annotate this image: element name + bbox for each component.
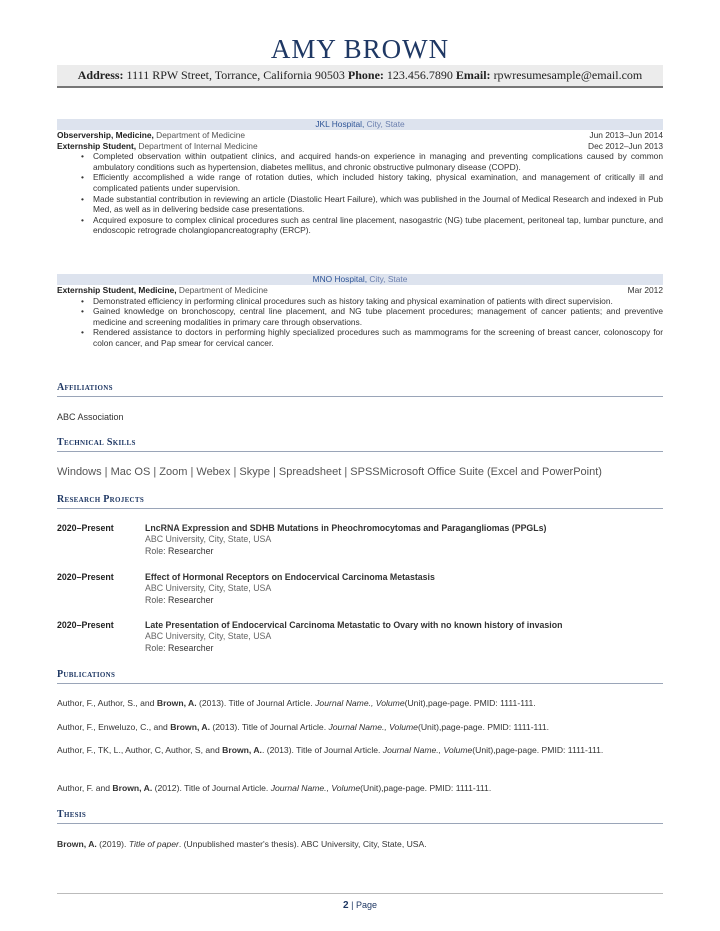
section-heading-publications: Publications bbox=[57, 669, 663, 684]
project-institution: ABC University, City, State, USA bbox=[145, 631, 272, 642]
hospital-heading bbox=[57, 119, 663, 130]
page-number: 2 bbox=[343, 900, 349, 911]
publication-item: Author, F., Author, S., and Brown, A. (2013). Title of Journal Article. Journal Name., Volume(Unit),page-page. PMID: 1111-111. bbox=[57, 698, 536, 708]
duty-item: • Gained knowledge on bronchoscopy, central line placement, and NG tube placement procedures; management of cancer patients; and preventive medicine and screening modalities in primary care through observations. bbox=[93, 306, 663, 327]
project-years: 2020–Present bbox=[57, 523, 114, 533]
hospital-location: City, State bbox=[366, 119, 405, 129]
project-title: LncRNA Expression and SDHB Mutations in Pheochromocytomas and Paragangliomas (PPGLs) bbox=[145, 523, 547, 533]
address-label: Address: bbox=[77, 68, 124, 82]
project-item bbox=[57, 620, 663, 654]
project-title: Effect of Hormonal Receptors on Endocervical Carcinoma Metastasis bbox=[145, 572, 435, 582]
hospital-location: City, State bbox=[369, 274, 408, 284]
project-institution: ABC University, City, State, USA bbox=[145, 534, 272, 545]
thesis-item: Brown, A. (2019). Title of paper. (Unpublished master's thesis). ABC University, City, State, USA. bbox=[57, 839, 427, 849]
skills-list: Windows | Mac OS | Zoom | Webex | Skype | Spreadsheet | SPSSMicrosoft Office Suite (Excel and PowerPoint) bbox=[57, 466, 602, 478]
section-heading-affiliations: Affiliations bbox=[57, 382, 663, 397]
section-heading-thesis: Thesis bbox=[57, 809, 663, 824]
role-dates: Jun 2013–Jun 2014 bbox=[589, 130, 663, 140]
role-line bbox=[57, 141, 663, 152]
role-title: Externship Student, Medicine, bbox=[57, 285, 177, 295]
project-role: Role: Researcher bbox=[145, 642, 214, 653]
role-dept: Department of Medicine bbox=[178, 285, 268, 295]
duty-list bbox=[57, 296, 663, 349]
role-line bbox=[57, 285, 663, 296]
address: 1111 RPW Street, Torrance, California 90503 bbox=[126, 68, 345, 82]
hospital-heading bbox=[57, 274, 663, 285]
project-years: 2020–Present bbox=[57, 572, 114, 582]
duty-item: • Completed observation within outpatient clinics, and acquired hands-on experience in managing and preventing complications caused by common ambulatory conditions such as hypertension, diabetes mellitus, and chronic obstructive pulmonary disease (COPD). bbox=[93, 151, 663, 172]
candidate-name: AMY BROWN bbox=[270, 34, 450, 64]
page-footer: 2 | Page bbox=[57, 893, 663, 911]
duty-item: • Efficiently accomplished a wide range of rotation duties, which included history taking, physical examination, and management of critically ill and complicated patients under supervision. bbox=[93, 172, 663, 193]
email-label: Email: bbox=[455, 68, 491, 82]
publication-item: Author, F. and Brown, A. (2012). Title of Journal Article. Journal Name., Volume(Unit),page-page. PMID: 1111-111. bbox=[57, 783, 492, 793]
role-title: Externship Student, bbox=[57, 140, 137, 151]
role-dept: Department of Internal Medicine bbox=[138, 140, 258, 151]
publication-item: Author, F., TK, L., Author, C, Author, S, and Brown, A.. (2013). Title of Journal Article. Journal Name., Volume(Unit),page-page. PMID: 1111-111. bbox=[57, 745, 604, 755]
email[interactable]: rpwresumesample@email.com bbox=[493, 68, 643, 82]
phone-label: Phone: bbox=[347, 68, 384, 82]
experience-mno bbox=[57, 274, 663, 349]
duty-list bbox=[57, 151, 663, 236]
hospital-name: MNO Hospital, bbox=[312, 274, 368, 284]
duty-item: • Acquired exposure to complex clinical procedures such as central line placement, nasogastric (NG) tube placement, peritoneal tap, lumbar puncture, and endoscopic retrograde cholangiopancreatography (ERCP). bbox=[93, 215, 663, 236]
duty-item: • Demonstrated efficiency in performing clinical procedures such as history taking and physical examination of patients with direct supervision. bbox=[93, 296, 663, 307]
page-label: Page bbox=[355, 900, 377, 910]
project-role: Role: Researcher bbox=[145, 545, 214, 556]
role-dept: Department of Medicine bbox=[156, 130, 246, 140]
experience-jkl bbox=[57, 119, 663, 236]
hospital-name: JKL Hospital, bbox=[315, 119, 365, 129]
project-item bbox=[57, 523, 663, 557]
duty-item: • Rendered assistance to doctors in performing highly specialized procedures such as mammograms for the screening of breast cancer, colonoscopy for colon cancer, and Pap smear for cervical cancer. bbox=[93, 327, 663, 348]
role-dates: Mar 2012 bbox=[627, 285, 663, 295]
role-title: Observership, Medicine, bbox=[57, 130, 154, 140]
contact-bar bbox=[57, 65, 663, 88]
role-line bbox=[57, 130, 663, 141]
project-role: Role: Researcher bbox=[145, 594, 214, 605]
duty-item: • Made substantial contribution in reviewing an article (Diastolic Heart Failure), which was published in the Journal of Medical Research and indexed in Pub Med, as well as in delivering bedside case presentations. bbox=[93, 194, 663, 215]
section-heading-skills: Technical Skills bbox=[57, 437, 663, 452]
project-title: Late Presentation of Endocervical Carcinoma Metastatic to Ovary with no known history of invasion bbox=[145, 620, 563, 630]
project-institution: ABC University, City, State, USA bbox=[145, 583, 272, 594]
project-years: 2020–Present bbox=[57, 620, 114, 630]
phone: 123.456.7890 bbox=[386, 68, 453, 82]
section-heading-research: Research Projects bbox=[57, 494, 663, 509]
role-dates: Dec 2012–Jun 2013 bbox=[588, 140, 663, 151]
publication-item: Author, F., Enweluzo, C., and Brown, A. (2013). Title of Journal Article. Journal Name., Volume(Unit),page-page. PMID: 1111-111. bbox=[57, 722, 550, 732]
affiliation-item: ABC Association bbox=[57, 412, 124, 422]
project-item bbox=[57, 572, 663, 606]
